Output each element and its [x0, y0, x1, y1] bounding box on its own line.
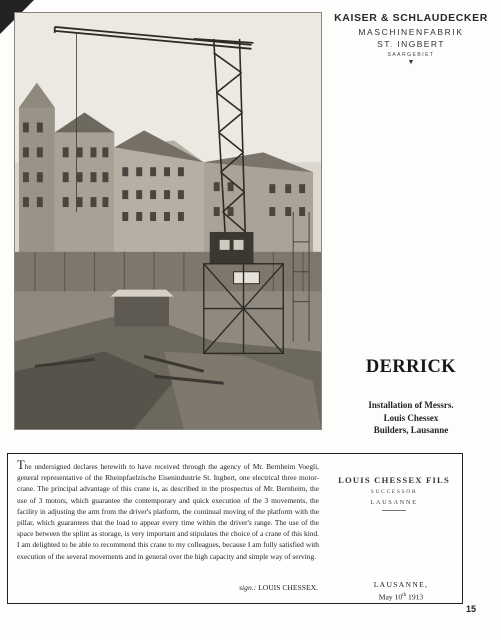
construction-site-photo	[14, 12, 322, 430]
caption-line-3: Builders, Lausanne	[373, 425, 449, 435]
manufacturer-type: MASCHINENFABRIK	[358, 27, 464, 37]
manufacturer-name: KAISER & SCHLAUDECKER	[334, 12, 488, 24]
letter-body-text: he undersigned declares herewith to have received through the agency of Mr. Bernheim Voegli, general representative of the Rheinpfaelzische Eisenindustrie St. Ingbert, one electrical three motor-crane. The principal advantage of this crane is, as described in the prospectus of Mr. Bernheim, the use of 3 motors, which guarantee the contemporary and quick execution of the 3 movements, the facility in adjusting the arm from the driver's platform, the continual moving of the platform with the pillar, which guarantees that the load to appear every time within the driver's range. The use of the space between the splint as storage, is very important and stipulates the choice of a crane of this kind. I am delighted to be able to recommend this crane to my colleagues, because I am fully satisfied with execution of the several movements and in general over the high capacity and simple way of serving.	[17, 462, 319, 561]
caption-line-2: Louis Chessex	[383, 412, 439, 423]
signature-name: LOUIS CHESSEX.	[258, 583, 318, 592]
date-ordinal: th	[402, 592, 407, 598]
letter-body	[17, 458, 319, 562]
photo-caption	[330, 399, 492, 437]
page-number: 15	[466, 604, 477, 614]
signature-label: sign.:	[239, 583, 257, 592]
triangle-mark-icon: ▼	[407, 59, 415, 66]
letter-place-date	[353, 580, 449, 603]
letterhead-firm: LOUIS CHESSEX FILS	[338, 475, 450, 485]
letterhead-rule	[382, 510, 406, 511]
letter-date	[353, 591, 449, 603]
date-year: 1913	[408, 592, 424, 602]
caption-line-1: Installation of Messrs.	[368, 400, 454, 410]
sender-letterhead	[326, 475, 462, 511]
letter-dropcap: T	[17, 458, 25, 472]
manufacturer-region: SAARGEBIET	[387, 52, 435, 58]
letterhead-successor: SUCCESSOR	[370, 489, 418, 495]
letter-place: LAUSANNE,	[373, 580, 429, 589]
testimonial-letter	[7, 453, 463, 604]
letterhead-town: LAUSANNE	[370, 499, 418, 506]
manufacturer-masthead	[330, 12, 492, 66]
derrick-crane-illustration	[15, 13, 321, 429]
page-title: DERRICK	[365, 357, 457, 377]
date-day: May 10	[378, 592, 403, 602]
manufacturer-town: ST. INGBERT	[377, 39, 445, 49]
letter-signature	[198, 583, 318, 592]
